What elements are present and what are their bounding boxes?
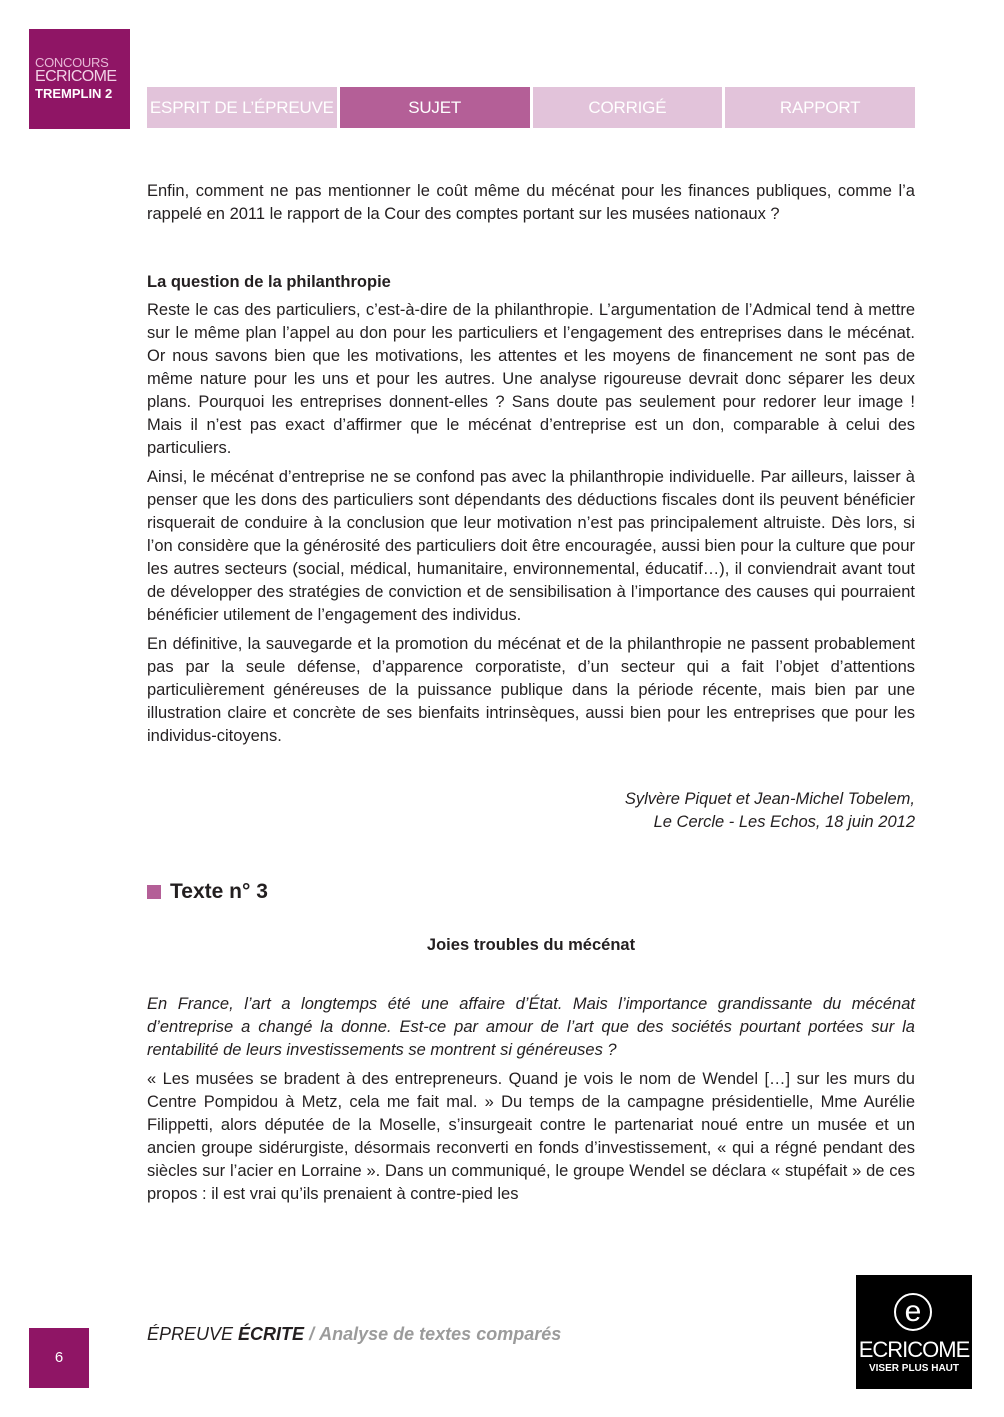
article-title: Joies troubles du mécénat bbox=[426, 936, 636, 954]
ecricome-logo-tagline: VISER PLUS HAUT bbox=[868, 1363, 959, 1374]
ecricome-logo-name: ECRICOME bbox=[858, 1337, 970, 1362]
signature-source: Le Cercle - Les Echos, 18 juin 2012 bbox=[653, 813, 915, 831]
section-tabs bbox=[147, 87, 915, 128]
signature-authors: Sylvère Piquet et Jean-Michel Tobelem, bbox=[624, 790, 915, 808]
concours-logo bbox=[29, 29, 130, 129]
ecricome-logo bbox=[856, 1275, 972, 1389]
intro-paragraph: Enfin, comment ne pas mentionner le coût même du mécénat pour les finances publiques, comme l’a rappelé en 2011 le rapport de la Cour des comptes portant sur les musées nationaux ? bbox=[147, 182, 915, 223]
article-lead: En France, l’art a longtemps été une affaire d’État. Mais l’importance grandissante du mécénat d’entreprise a changé la donne. Est-ce par amour de l’art que des sociétés pourtant portées sur la rentabilité de leurs investissements se montrent si généreuses ? bbox=[147, 995, 915, 1059]
texte-heading-label: Texte n° 3 bbox=[170, 880, 268, 903]
texte-heading bbox=[147, 878, 915, 906]
tab-esprit-epreuve[interactable]: ESPRIT DE L’ÉPREUVE bbox=[147, 87, 337, 128]
document-body bbox=[147, 180, 915, 1212]
logo-line-concours: CONCOURS bbox=[35, 55, 109, 70]
tab-rapport[interactable]: RAPPORT bbox=[725, 87, 915, 128]
footer-separator: / bbox=[309, 1324, 315, 1344]
logo-line-tremplin: TREMPLIN 2 bbox=[35, 86, 113, 101]
signature bbox=[147, 788, 915, 834]
body-paragraph: Ainsi, le mécénat d’entreprise ne se confond pas avec la philanthropie individuelle. Par ailleurs, laisser à penser que les dons des particuliers sont dépendants des déductions fiscales dont ils peuvent bénéficier risquerait de conduire à la conclusion que leur motivation n’est pas principalement altruiste. Dès lors, si l’on considère que la générosité des particuliers doit être encouragée, aussi bien pour la culture que pour les autres secteurs (social, médical, humanitaire, environnemental, éducatif…), il conviendrait avant tout de développer des stratégies de conviction et de sensibilisation à l’importance des causes qui pourraient bénéficier utilement de l’engagement des individus. bbox=[147, 468, 915, 624]
body-paragraph: En définitive, la sauvegarde et la promotion du mécénat et de la philanthropie ne passent probablement pas par la seule défense, d’apparence corporatiste, d’un secteur qui a fait l’objet d’attentions particulièrement généreuses de la puissance publique dans la période récente, mais bien par une illustration claire et concrète de ses bienfaits intrinsèques, aussi bien pour les entreprises que pour les individus-citoyens. bbox=[147, 635, 915, 745]
footer-subject: Analyse de textes comparés bbox=[319, 1324, 562, 1344]
footer-epreuve: ÉPREUVE bbox=[147, 1324, 234, 1344]
body-paragraph: Reste le cas des particuliers, c’est-à-dire de la philanthropie. L’argumentation de l’Admical tend à mettre sur le même plan l’appel au don pour les particuliers et l’engagement des entreprises dans le mécénat. Or nous savons bien que les motivations, les attentes et les moyens de financement ne sont pas de même nature pour les uns et pour les autres. Une analyse rigoureuse devrait donc séparer les deux plans. Pourquoi les entreprises donnent-elles ? Sans doute pas seulement pour redorer leur image ! Mais il n’est pas exact d’affirmer que le mécénat d’entreprise est un don, comparable à celui des particuliers. bbox=[147, 301, 915, 457]
ecricome-e-icon: e bbox=[894, 1293, 932, 1331]
footer-ecrite: ÉCRITE bbox=[238, 1324, 305, 1344]
tab-sujet[interactable]: SUJET bbox=[340, 87, 530, 128]
footer-exam-title bbox=[147, 1324, 561, 1345]
tab-corrige[interactable]: CORRIGÉ bbox=[533, 87, 723, 128]
square-bullet-icon bbox=[147, 885, 161, 899]
page-number: 6 bbox=[29, 1328, 89, 1388]
section-heading: La question de la philanthropie bbox=[147, 273, 391, 291]
logo-line-ecricome: ECRICOME bbox=[35, 68, 117, 85]
body-paragraph: « Les musées se bradent à des entrepreneurs. Quand je vois le nom de Wendel […] sur les murs du Centre Pompidou à Metz, cela me fait mal. » Du temps de la campagne présidentielle, Mme Aurélie Filippetti, alors députée de la Moselle, s’insurgeait contre le partenariat noué entre un musée et un ancien groupe sidérurgiste, désormais reconverti en fonds d’investissement, « qui a régné pendant des siècles sur l’acier en Lorraine ». Dans un communiqué, le groupe Wendel se déclara « stupéfait » de ces propos : il est vrai qu’ils prenaient à contre-pied les bbox=[147, 1070, 915, 1203]
